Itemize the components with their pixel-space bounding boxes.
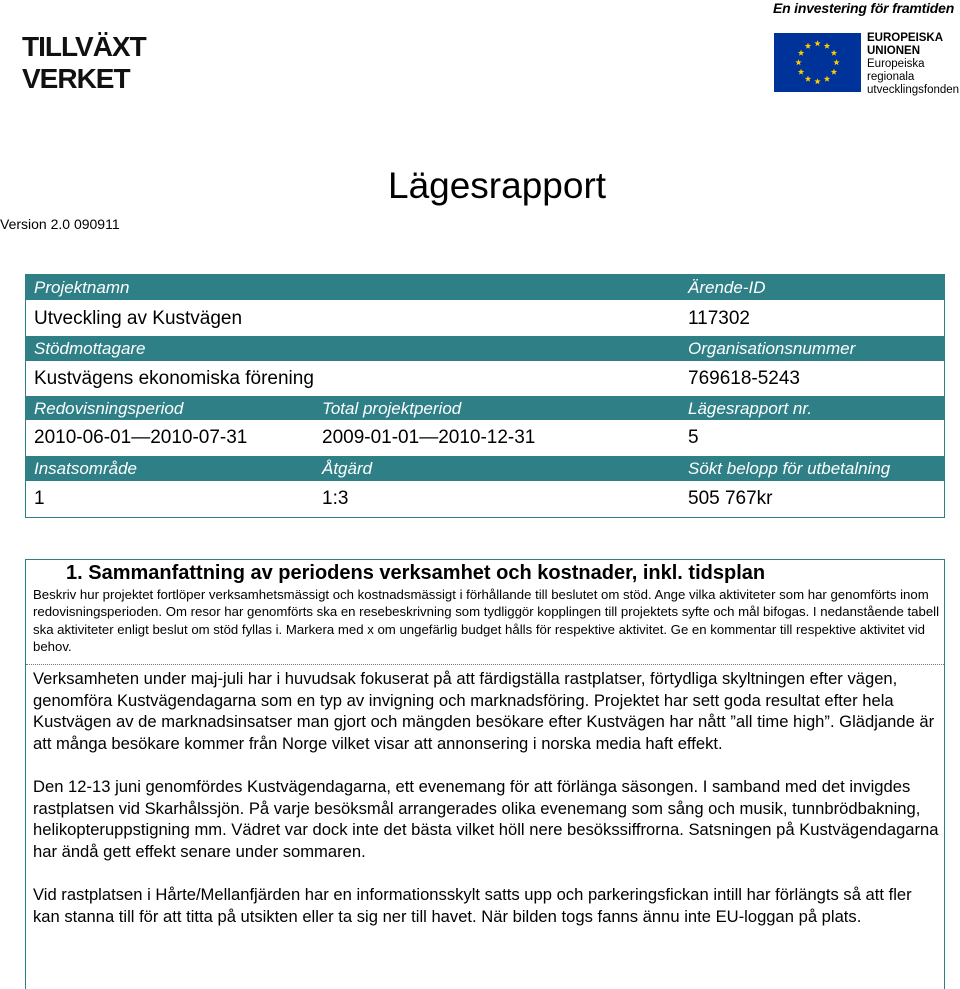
projektnamn-label: Projektnamn	[34, 278, 130, 297]
header-band	[26, 396, 944, 420]
value-row	[26, 420, 944, 456]
body-paragraph: Verksamheten under maj-juli har i huvudsak fokuserat på att färdigställa rastplatser, förtydliga skyltningen efter vägen, genomföra Kustvägendagarna som en typ av invigning och marknadsföring. Projektet har sett goda resultat efter hela Kustvägen av de marknadsinsatser man gjort och mängden besökare efter Kustvägen har nått ”all time high”. Glädjande är att många besökare kommer från Norge vilket visar att annonsering i norska media haft effekt.	[33, 669, 935, 753]
section-body	[33, 668, 939, 949]
eu-line: EUROPEISKA	[867, 32, 944, 44]
stodmottagare-value: Kustvägens ekonomiska förening	[34, 368, 314, 389]
eu-slogan: En investering för framtiden	[773, 0, 955, 16]
eu-line: utvecklingsfonden	[867, 84, 960, 96]
eu-line: UNIONEN	[867, 45, 921, 57]
insatsomrade-value: 1	[34, 488, 45, 509]
redovisningsperiod-value: 2010-06-01—2010-07-31	[34, 427, 248, 448]
body-paragraph: Vid rastplatsen i Hårte/Mellanfjärden har en informationsskylt satts upp och parkeringsfickan intill har förlängts så att fler kan stanna till för att titta på utsikten eller ta sig ner till havet. När bilden togs fanns ännu inte EU-loggan på plats.	[33, 884, 912, 926]
total-projektperiod-label: Total projektperiod	[322, 399, 462, 418]
insatsomrade-label: Insatsområde	[34, 459, 137, 478]
tillvaxtverket-logo	[22, 30, 182, 92]
eu-flag-icon	[774, 33, 861, 92]
eu-line: regionala	[867, 71, 915, 83]
lagesrapport-nr-label: Lägesrapport nr.	[688, 399, 813, 418]
dotted-divider	[26, 664, 944, 665]
svg-text:VERKET: VERKET	[22, 63, 130, 92]
header-band	[26, 336, 944, 361]
eu-fund-text	[867, 32, 959, 97]
header-band	[26, 456, 944, 481]
section-instructions: Beskriv hur projektet fortlöper verksamhetsmässigt och kostnadsmässigt i förhållande till beslutet om stöd. Ange vilka aktiviteter som har genomförts inom redovisningsperioden. Om resor har genomförts ska en resebeskrivning som tydliggör kopplingen till projektets syfte och mål bifogas. I nedanstående tabell ska aktiviteter enligt beslut om stöd fyllas i. Markera med x om ungefärlig budget hålls för respektive aktivitet. Ge en kommentar till respektive aktivitet vid behov.	[33, 587, 940, 654]
sokt-belopp-value: 505 767kr	[688, 488, 773, 509]
page-title: Lägesrapport	[388, 165, 607, 206]
stodmottagare-label: Stödmottagare	[34, 339, 146, 358]
value-row	[26, 300, 944, 336]
orgnr-label: Organisationsnummer	[688, 339, 856, 358]
sokt-belopp-label: Sökt belopp för utbetalning	[688, 459, 891, 478]
projektnamn-value: Utveckling av Kustvägen	[34, 308, 243, 329]
value-row	[26, 361, 944, 396]
project-info-table	[25, 274, 945, 518]
body-paragraph: Den 12-13 juni genomfördes Kustvägendagarna, ett evenemang för att förlänga säsongen. I samband med det invigdes rastplatsen vid Skarhålssjön. På varje besöksmål arrangerades olika evenemang som sång och musik, tunnbrödbakning, helikopteruppstigning mm. Vädret var dock inte det bästa vilket höll nere besökssiffrorna. Satsningen på Kustvägendagarna har ändå gett effekt senare under sommaren.	[33, 776, 939, 861]
lagesrapport-nr-value: 5	[688, 427, 699, 448]
value-row	[26, 481, 944, 517]
header-band	[26, 275, 944, 300]
total-projektperiod-value: 2009-01-01—2010-12-31	[322, 427, 536, 448]
arende-id-value: 117302	[688, 308, 750, 329]
redovisningsperiod-label: Redovisningsperiod	[34, 399, 184, 418]
atgard-value: 1:3	[322, 488, 349, 509]
arende-id-label: Ärende-ID	[688, 278, 766, 297]
version-label: Version 2.0 090911	[0, 216, 120, 232]
section-heading: 1. Sammanfattning av periodens verksamhet och kostnader, inkl. tidsplan	[66, 562, 766, 584]
orgnr-value: 769618-5243	[688, 368, 800, 389]
atgard-label: Åtgärd	[322, 459, 373, 478]
eu-line: Europeiska	[867, 58, 925, 70]
svg-text:TILLVÄXT: TILLVÄXT	[22, 31, 146, 62]
